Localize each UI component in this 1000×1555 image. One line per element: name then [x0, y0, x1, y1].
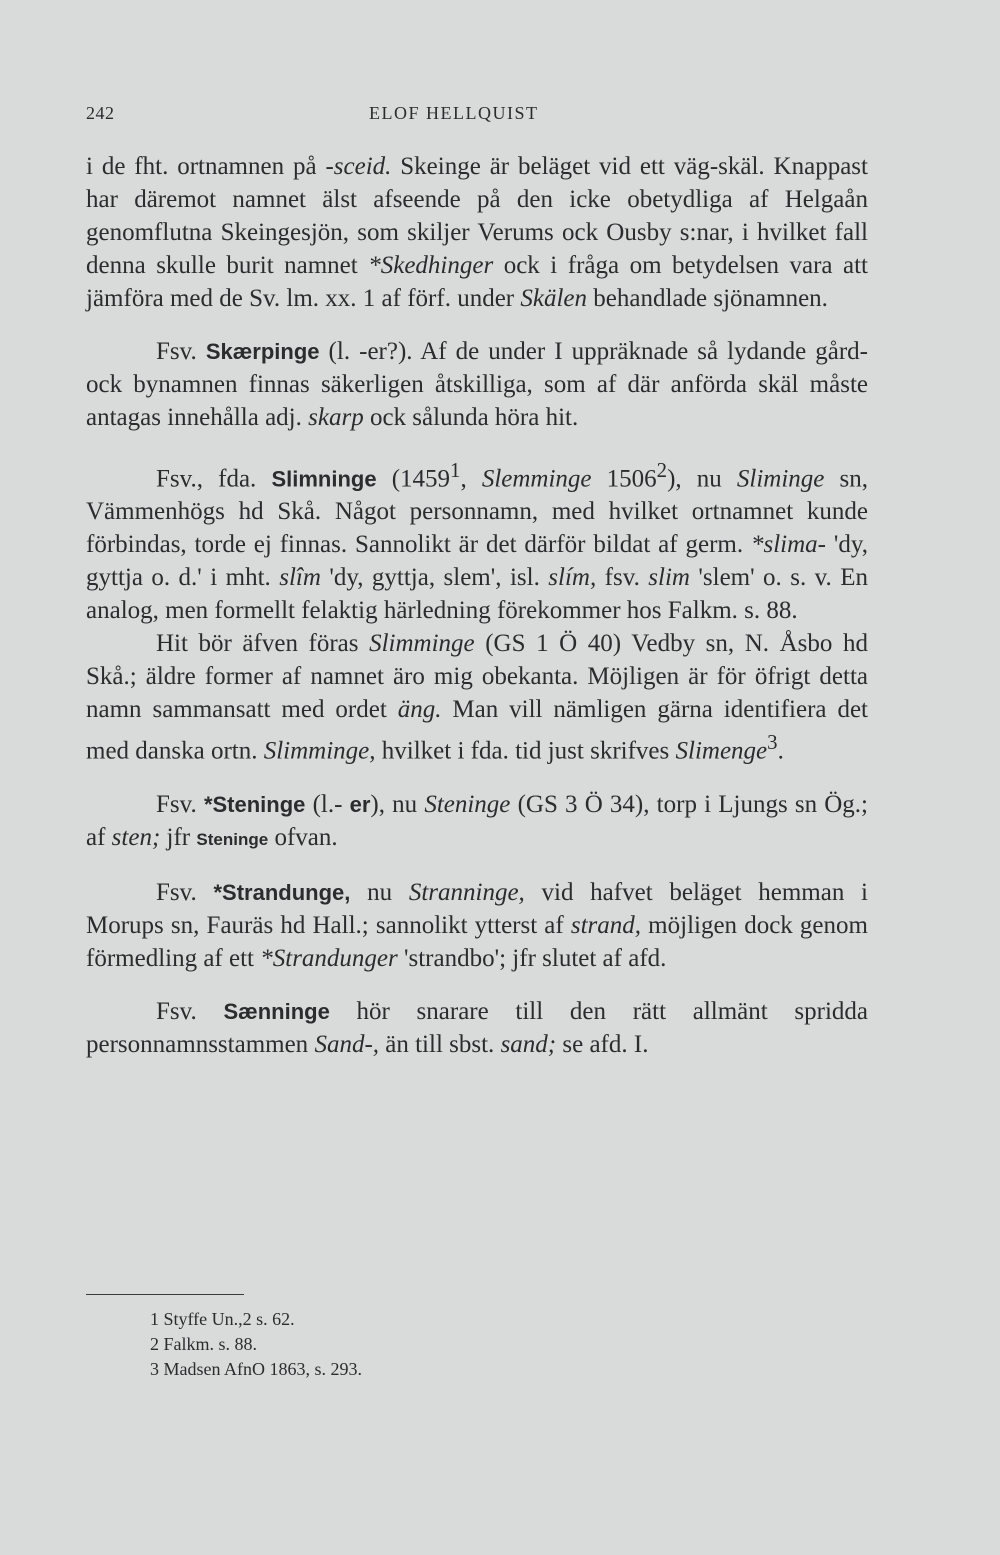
- italic-term: Slimenge: [675, 737, 768, 765]
- footnote-ref: 1: [450, 458, 461, 482]
- text: Hit bör äfven föras: [156, 630, 370, 658]
- entry-strandunge: [86, 876, 868, 975]
- footnote-2: 2 Falkm. s. 88.: [150, 1334, 258, 1354]
- italic-term: Sand-,: [314, 1030, 380, 1058]
- text: fsv.: [596, 564, 649, 592]
- text: Fsv., fda.: [156, 465, 272, 493]
- text: (l.-: [305, 790, 350, 818]
- italic-term: slím,: [548, 564, 597, 592]
- italic-term: slim: [648, 564, 690, 592]
- text: Skeinge är beläget vid ett väg-skäl. Knappast har däremot namnet älst afseende på den icke obetydliga af Helgaån genomflutna Skeingesjön, som skiljer Verums ock Ousby s:nar, i hvilket fall denna skulle burit namnet: [86, 153, 868, 279]
- italic-term: sand;: [500, 1030, 557, 1058]
- italic-term: Slimminge,: [263, 737, 376, 765]
- headword: *Steninge: [203, 791, 306, 817]
- italic-term: slîm: [279, 564, 321, 592]
- footnote-divider: [86, 1294, 244, 1295]
- headword: Sænninge: [223, 998, 330, 1024]
- text: vid hafvet beläget hemman i Morups sn, Fauräs hd Hall.; sannolikt ytterst af: [86, 878, 868, 939]
- italic-term: Stranninge,: [408, 878, 525, 906]
- page-number: 242: [86, 103, 115, 123]
- text: 1506: [591, 465, 657, 493]
- footnote-ref: 2: [656, 458, 668, 482]
- entry-slimninge: [86, 454, 868, 627]
- cross-reference: Steninge: [196, 829, 269, 849]
- text: Fsv.: [156, 878, 214, 906]
- italic-term: äng.: [397, 696, 442, 724]
- text: i de fht. ortnamnen på: [86, 153, 326, 180]
- italic-term: *Strandunger: [260, 944, 398, 972]
- paragraph-skeinge: [86, 150, 868, 315]
- footnotes: [150, 1307, 362, 1382]
- footnote-ref: 3: [767, 730, 778, 755]
- headword: Slimninge: [271, 466, 377, 492]
- running-title: ELOF HELLQUIST: [369, 103, 539, 123]
- headword: *Strandunge,: [213, 879, 351, 905]
- italic-term: Slemminge: [481, 465, 592, 493]
- footnote-3: 3 Madsen AfnO 1863, s. 293.: [150, 1359, 362, 1379]
- entry-steninge: [86, 788, 868, 856]
- text: behandlade sjönamnen.: [587, 285, 828, 312]
- text: se afd. I.: [556, 1030, 649, 1058]
- text: Fsv.: [156, 338, 206, 365]
- italic-term: *Skedhinger: [368, 252, 494, 279]
- italic-term: -sceid.: [325, 153, 392, 180]
- text: (GS 3 Ö 34), torp i Ljungs sn Ög.; af: [86, 790, 868, 851]
- text: hör snarare till den rätt allmänt spridda personnamnsstammen: [86, 997, 868, 1058]
- text: jfr: [160, 823, 197, 851]
- text: (l. -er?). Af de under I uppräknade så lydande gård- ock bynamnen finnas säkerligen åtskilliga, som af där anförda skäl måste antagas innehålla adj.: [86, 338, 869, 431]
- body-text: [86, 150, 868, 1061]
- italic-term: *slima-: [750, 531, 826, 559]
- text: 'dy, gyttja o. d.' i mht.: [86, 531, 868, 592]
- footnote-1: 1 Styffe Un.,2 s. 62.: [150, 1309, 295, 1329]
- italic-term: skarp: [308, 404, 364, 431]
- italic-term: Skälen: [520, 285, 588, 312]
- text: ock i fråga om betydelsen vara att jämföra med de Sv. lm. xx. 1 af förf. under: [86, 252, 868, 312]
- bold-suffix: er: [349, 791, 371, 817]
- text: ofvan.: [268, 823, 338, 851]
- italic-term: sten;: [111, 823, 161, 851]
- text: sn, Vämmenhögs hd Skå. Något personnamn, med hvilket ortnamnet kunde förbindas, torde ej finnas. Sannolikt är det därför bildat af germ.: [86, 465, 868, 559]
- text: Fsv.: [156, 997, 224, 1025]
- text: ock sålunda höra hit.: [363, 404, 579, 431]
- paragraph-slimminge: [86, 627, 868, 767]
- text: .: [777, 737, 784, 765]
- text: 'dy, gyttja, slem', isl.: [320, 564, 549, 592]
- text: ), nu: [667, 465, 737, 493]
- headword: Skærpinge: [205, 339, 320, 364]
- text: Man vill nämligen gärna identifiera det med danska ortn.: [86, 696, 868, 765]
- text: (GS 1 Ö 40) Vedby sn, N. Åsbo hd Skå.; äldre former af namnet äro mig obekanta. Möjligen är för öfrigt detta namn sammansatt med ordet: [86, 630, 868, 724]
- text: möjligen dock genom förmedling af ett: [86, 911, 868, 972]
- text: Fsv.: [156, 790, 204, 818]
- italic-term: Slimminge: [369, 630, 475, 658]
- italic-term: Sliminge: [736, 465, 825, 493]
- text: än till sbst.: [379, 1030, 501, 1058]
- entry-saenninge: [86, 995, 868, 1061]
- text: ), nu: [370, 790, 425, 818]
- text: 'strandbo'; jfr slutet af afd.: [397, 944, 667, 972]
- italic-term: strand,: [570, 911, 642, 939]
- text: 'slem' o. s. v. En analog, men formellt felaktig härledning förekommer hos Falkm. s. 88.: [86, 564, 868, 625]
- text: (1459: [376, 465, 451, 493]
- text: hvilket i fda. tid just skrifves: [375, 737, 676, 765]
- text: nu: [350, 878, 409, 906]
- text: ,: [460, 465, 482, 493]
- entry-skaerpinge: [86, 335, 868, 434]
- italic-term: Steninge: [424, 790, 511, 818]
